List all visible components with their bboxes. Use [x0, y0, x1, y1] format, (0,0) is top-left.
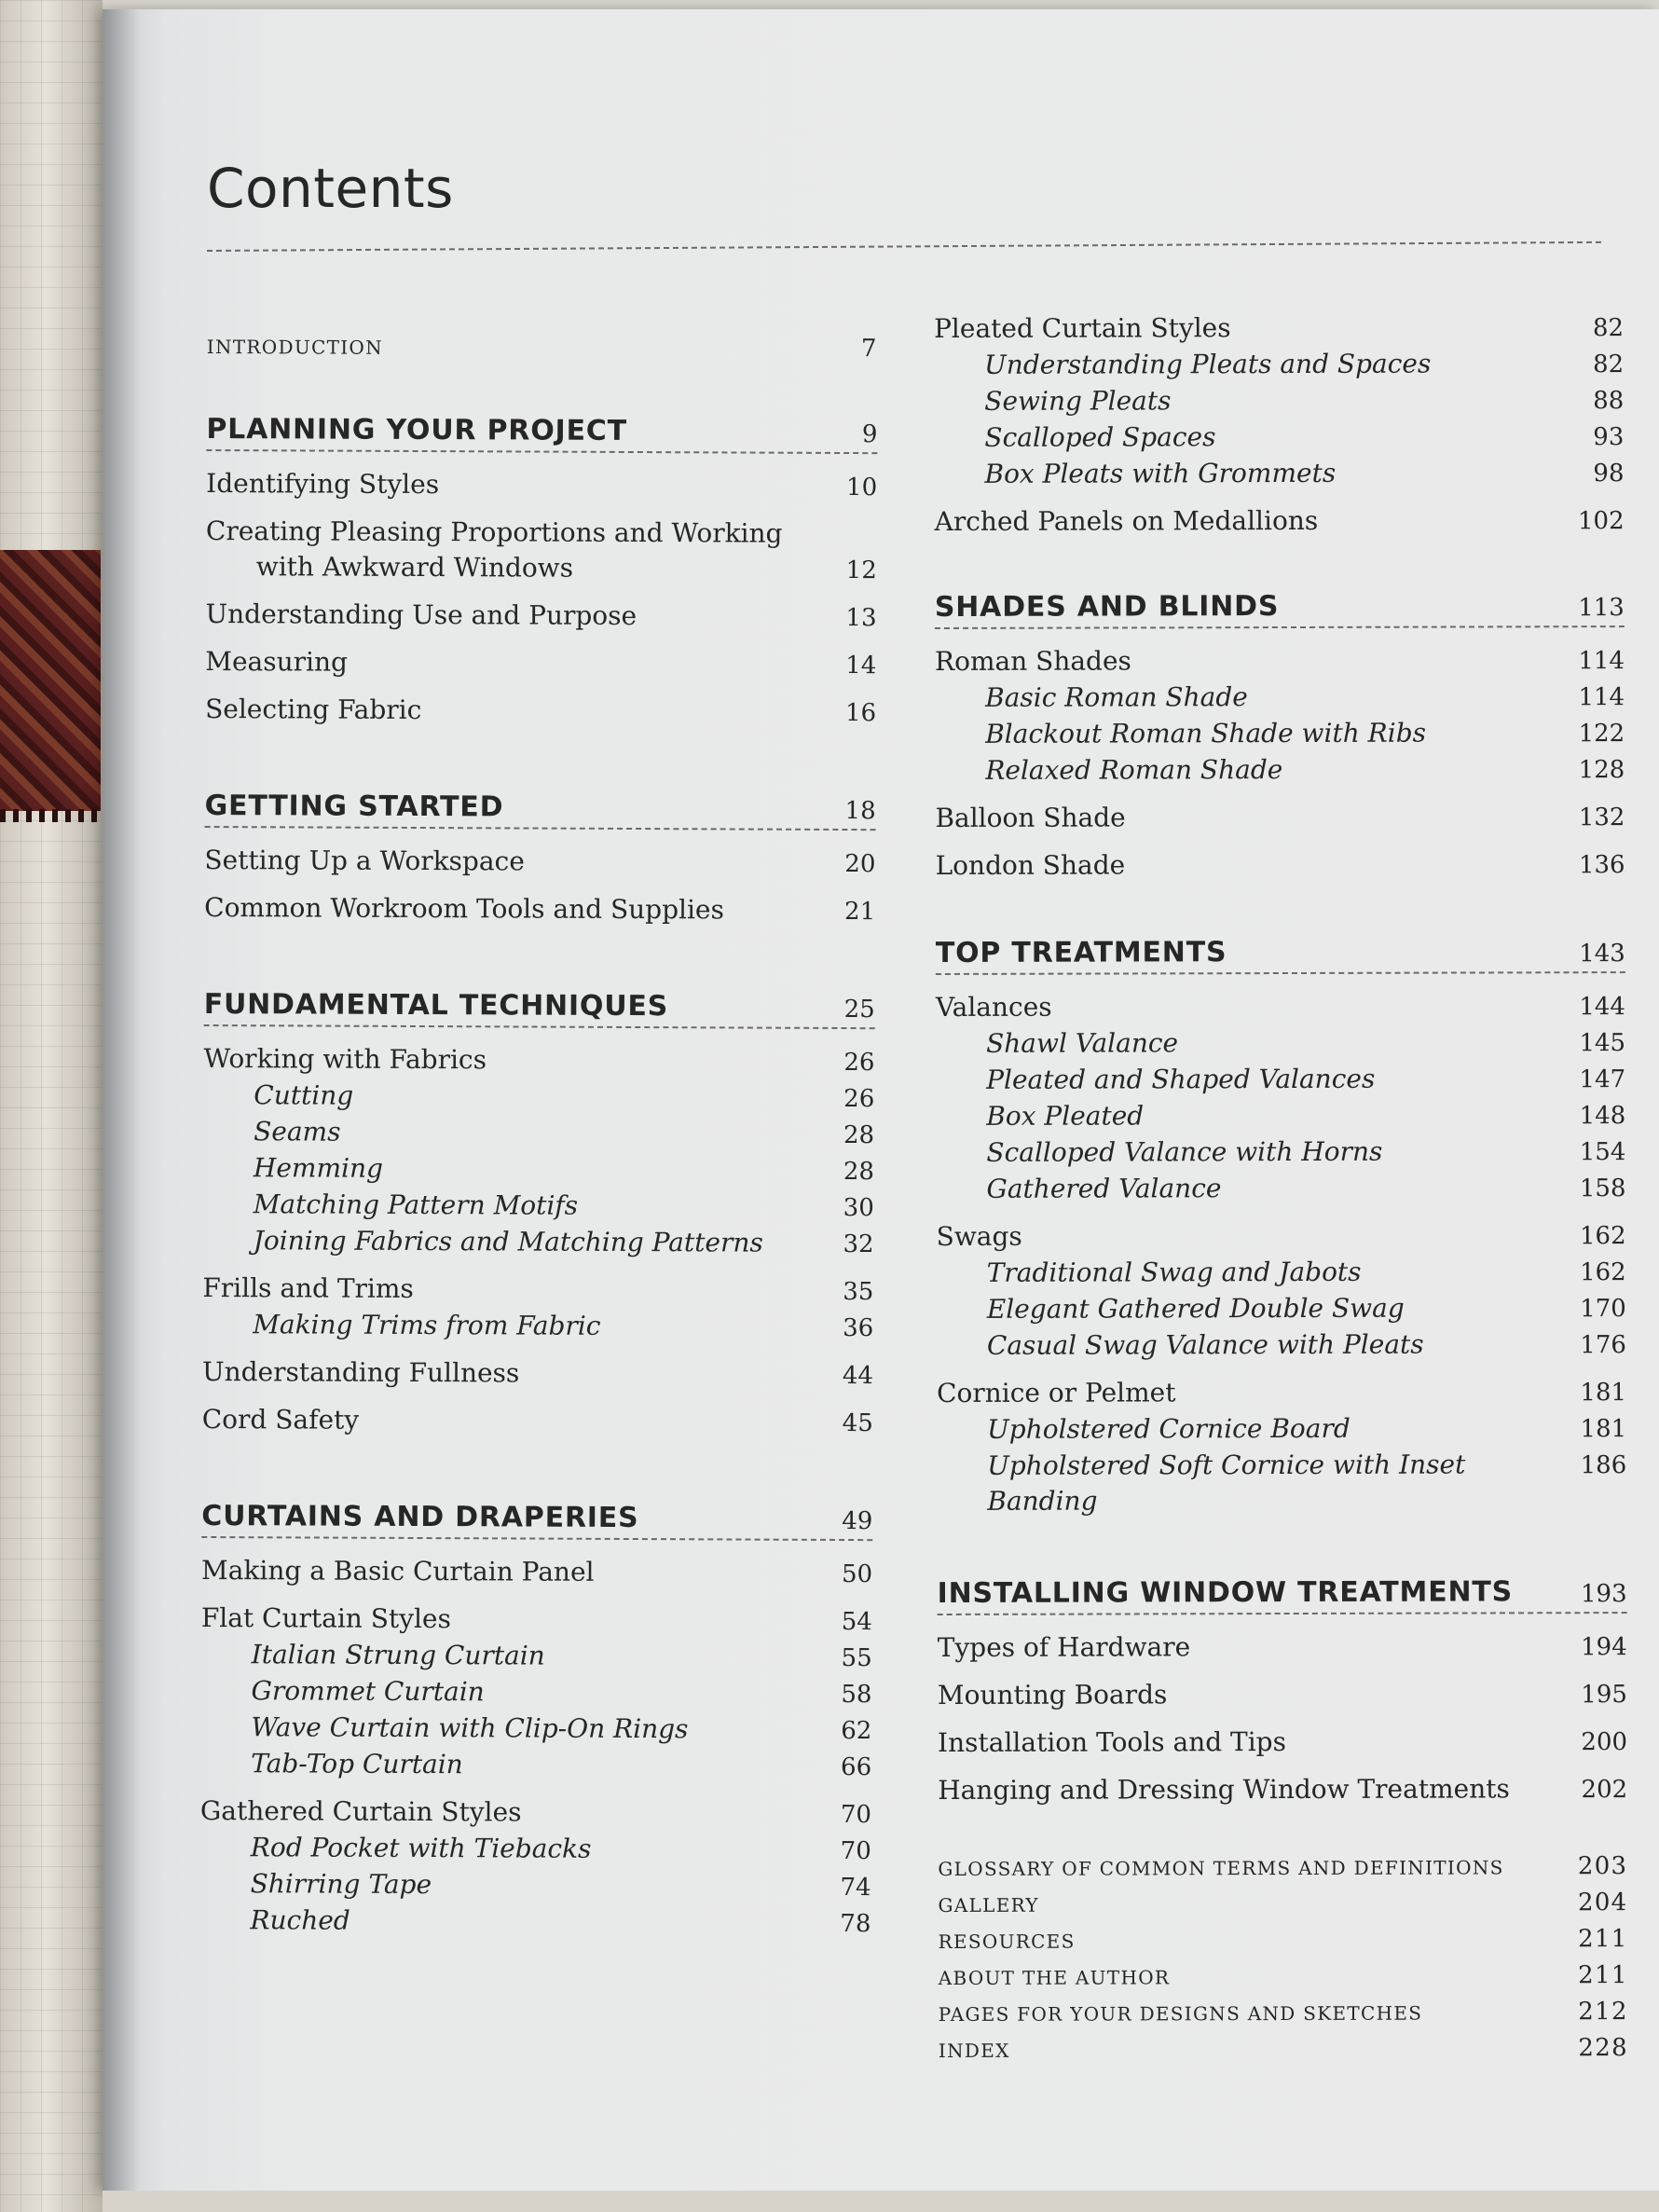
toc-subentry[interactable] [936, 1170, 1625, 1208]
entry-page-number: 102 [1577, 507, 1625, 536]
contents-right-column [934, 306, 1628, 2068]
toc-entry-back-matter[interactable] [939, 2030, 1628, 2068]
entry-page-number: 20 [844, 849, 876, 879]
back-matter-list [938, 1848, 1628, 2068]
entry-page-number: 28 [843, 1120, 875, 1150]
entry-label: Making a Basic Curtain Panel [201, 1554, 595, 1587]
entry-page-number: 203 [1577, 1852, 1628, 1881]
entry-label: Cornice or Pelmet [937, 1377, 1176, 1408]
section-title: FUNDAMENTAL TECHNIQUES [203, 987, 669, 1024]
entry-page-number: 10 [846, 473, 878, 502]
toc-entry[interactable] [203, 1041, 874, 1080]
entry-page-number: 88 [1593, 387, 1625, 416]
entry-page-number: 148 [1579, 1102, 1626, 1131]
section-title: TOP TREATMENTS [935, 936, 1227, 969]
toc-section [204, 790, 876, 929]
toc-entry[interactable] [205, 644, 876, 683]
entry-label: Upholstered Soft Cornice with Inset Banding [987, 1449, 1466, 1517]
entry-page-number: 54 [841, 1607, 872, 1637]
entry-page-number: 170 [1580, 1295, 1626, 1324]
entry-label: Valances [935, 991, 1052, 1023]
entry-page-number: 200 [1581, 1728, 1628, 1757]
entry-label: INDEX [938, 2039, 1010, 2062]
entry-label: GLOSSARY OF COMMON TERMS AND DEFINITIONS [938, 1856, 1504, 1880]
section-page-number: 143 [1579, 940, 1625, 969]
entry-label: London Shade [935, 849, 1126, 881]
fabric-ribbon-marker [0, 550, 101, 811]
entry-label: Elegant Gathered Double Swag [986, 1292, 1405, 1325]
section-header[interactable] [935, 589, 1625, 629]
toc-subentry[interactable] [200, 1673, 871, 1712]
toc-section [199, 1500, 872, 1942]
toc-entry[interactable] [935, 799, 1625, 837]
entry-page-number: 114 [1578, 683, 1625, 712]
toc-entry[interactable] [938, 1724, 1627, 1762]
entry-page-number: 195 [1581, 1681, 1627, 1710]
entry-label: Grommet Curtain [251, 1675, 485, 1708]
entry-label: Wave Curtain with Clip-On Rings [251, 1711, 689, 1745]
toc-entry[interactable] [206, 466, 877, 505]
section-title: INSTALLING WINDOW TREATMENTS [937, 1575, 1514, 1610]
entry-label: Gathered Valance [986, 1173, 1222, 1204]
toc-subentry[interactable] [934, 419, 1624, 457]
toc-entry-introduction[interactable] [207, 328, 878, 367]
entry-page-number: 62 [841, 1716, 872, 1746]
entry-label: Hemming [253, 1152, 384, 1184]
entry-label: Roman Shades [934, 645, 1131, 677]
toc-lead-entries [934, 309, 1625, 541]
toc-subentry[interactable] [936, 1097, 1625, 1135]
entry-page-number: 82 [1592, 314, 1625, 343]
section-title: GETTING STARTED [204, 789, 504, 824]
section-title: SHADES AND BLINDS [934, 590, 1280, 624]
entry-label: Matching Pattern Motifs [253, 1188, 579, 1221]
entry-page-number: 194 [1581, 1633, 1627, 1662]
entry-label: Shawl Valance [986, 1027, 1179, 1059]
section-page-number: 49 [842, 1506, 873, 1536]
entry-page-number: 93 [1593, 423, 1625, 452]
entry-label: Common Workroom Tools and Supplies [204, 891, 724, 926]
section-header[interactable] [936, 935, 1625, 975]
entry-page-number: 186 [1580, 1451, 1627, 1480]
entry-page-number: 26 [843, 1084, 875, 1114]
toc-subentry[interactable] [200, 1866, 871, 1905]
entry-page-number: 78 [840, 1909, 871, 1939]
adjacent-notebook-edge [0, 0, 103, 2212]
toc-section [202, 988, 875, 1441]
entry-label: Types of Hardware [937, 1631, 1191, 1663]
entry-page-number: 55 [841, 1643, 872, 1673]
entry-label: Flat Curtain Styles [200, 1601, 451, 1635]
entry-page-number: 162 [1580, 1258, 1626, 1287]
toc-subentry[interactable] [936, 1133, 1625, 1172]
toc-subentry[interactable] [200, 1710, 871, 1749]
toc-subentry[interactable] [937, 1410, 1626, 1449]
entry-page-number: 74 [840, 1873, 871, 1903]
toc-entry[interactable] [205, 692, 876, 731]
entry-label: Shirring Tape [250, 1868, 432, 1901]
table-surface [103, 2191, 1659, 2212]
entry-page-number: 136 [1578, 851, 1625, 880]
toc-entry[interactable] [205, 597, 876, 636]
entry-page-number: 132 [1578, 804, 1625, 832]
entry-label: Measuring [205, 645, 349, 678]
entry-label: Scalloped Spaces [984, 421, 1216, 453]
entry-page-number: 32 [843, 1230, 874, 1259]
entry-page-number: 147 [1579, 1065, 1626, 1094]
entry-label: Blackout Roman Shade with Ribs [985, 717, 1427, 749]
entry-page-number: 58 [841, 1680, 872, 1710]
entry-label: Pleated and Shaped Valances [986, 1063, 1376, 1095]
toc-entry[interactable] [934, 309, 1624, 348]
contents-left-column [199, 308, 878, 1942]
entry-label: Sewing Pleats [984, 385, 1172, 417]
toc-entry[interactable] [204, 890, 875, 929]
toc-entry[interactable] [936, 846, 1625, 885]
toc-entry[interactable] [938, 1676, 1627, 1714]
entry-page-number: 13 [845, 603, 877, 633]
entry-label: Scalloped Valance with Horns [986, 1135, 1383, 1168]
toc-entry-back-matter[interactable] [939, 1958, 1628, 1996]
toc-subentry[interactable] [935, 715, 1625, 753]
toc-entry[interactable] [937, 1374, 1626, 1412]
entry-label: Box Pleats with Grommets [984, 457, 1337, 489]
entry-page-number: 204 [1577, 1889, 1628, 1917]
entry-page-number: 50 [841, 1559, 873, 1589]
entry-page-number: 36 [843, 1313, 874, 1343]
entry-page-number: 211 [1578, 1925, 1628, 1954]
entry-label: Box Pleated [986, 1100, 1145, 1132]
ribbon-fringe [0, 809, 101, 822]
entry-label: Rod Pocket with Tiebacks [250, 1832, 592, 1864]
entry-page-number: 30 [843, 1193, 874, 1223]
entry-label: Italian Strung Curtain [251, 1639, 545, 1671]
toc-entry[interactable] [202, 1271, 873, 1310]
toc-entry[interactable] [937, 1217, 1626, 1256]
toc-entry[interactable] [201, 1553, 872, 1592]
entry-label: Ruched [250, 1904, 350, 1936]
toc-entry[interactable] [936, 988, 1625, 1026]
entry-page-number: 181 [1580, 1415, 1627, 1444]
toc-subentry[interactable] [935, 751, 1625, 790]
toc-section [935, 589, 1625, 885]
section-header[interactable] [204, 988, 875, 1029]
toc-entry[interactable] [935, 502, 1625, 541]
toc-subentry[interactable] [203, 1078, 874, 1117]
entry-label-continued: with Awkward Windows [255, 551, 574, 584]
toc-subentry[interactable] [936, 1061, 1625, 1099]
entry-label: Relaxed Roman Shade [985, 754, 1283, 786]
entry-label: PAGES FOR YOUR DESIGNS AND SKETCHES [938, 2001, 1423, 2026]
entry-page-number: 7 [860, 335, 878, 364]
toc-subentry[interactable] [934, 382, 1624, 420]
entry-label: Mounting Boards [937, 1679, 1168, 1711]
entry-page-number: 212 [1578, 1998, 1628, 2027]
toc-subentry[interactable] [934, 455, 1624, 493]
entry-label: Seams [254, 1116, 341, 1147]
entry-label: Frills and Trims [202, 1271, 414, 1304]
entry-label: Joining Fabrics and Matching Patterns [253, 1225, 763, 1258]
section-header[interactable] [205, 790, 876, 831]
entry-label: Understanding Pleats and Spaces [984, 348, 1432, 380]
entry-label: RESOURCES [938, 1930, 1076, 1953]
entry-label: Pleated Curtain Styles [934, 312, 1231, 344]
entry-page-number: 158 [1579, 1175, 1626, 1203]
toc-subentry[interactable] [936, 1024, 1625, 1063]
section-page-number: 18 [844, 796, 876, 826]
entry-page-number: 12 [845, 556, 877, 585]
entry-page-number: 211 [1578, 1961, 1628, 1990]
page-gutter-shadow [103, 9, 140, 2191]
entry-page-number: 66 [841, 1752, 872, 1782]
entry-label: Balloon Shade [935, 802, 1126, 833]
entry-page-number: 45 [842, 1408, 873, 1438]
entry-label: Setting Up a Workspace [204, 844, 525, 877]
toc-subentry[interactable] [203, 1150, 874, 1189]
entry-page-number: 82 [1593, 350, 1625, 379]
toc-entry[interactable] [204, 843, 875, 882]
section-title: CURTAINS AND DRAPERIES [201, 1499, 639, 1535]
section-header[interactable] [206, 413, 877, 454]
toc-subentry[interactable] [201, 1637, 872, 1676]
entry-page-number: 181 [1580, 1379, 1627, 1408]
entry-page-number: 176 [1580, 1331, 1626, 1360]
entry-label: Making Trims from Fabric [253, 1309, 601, 1341]
entry-label: Gathered Curtain Styles [199, 1794, 522, 1828]
entry-page-number: 114 [1578, 647, 1625, 676]
entry-page-number: 144 [1579, 993, 1626, 1022]
toc-entry[interactable] [938, 1628, 1627, 1667]
toc-subentry[interactable] [200, 1746, 871, 1785]
entry-page-number: 128 [1578, 756, 1625, 785]
toc-entry[interactable] [201, 1601, 872, 1640]
entry-label: Installation Tools and Tips [937, 1726, 1287, 1758]
entry-label: Basic Roman Shade [985, 681, 1248, 713]
toc-entry[interactable] [938, 1771, 1627, 1809]
entry-page-number: 145 [1579, 1029, 1626, 1058]
entry-page-number: 35 [843, 1277, 874, 1307]
toc-subentry[interactable] [937, 1326, 1626, 1365]
graph-paper-grid [0, 0, 103, 2212]
entry-page-number: 14 [845, 651, 877, 680]
section-header[interactable] [201, 1500, 872, 1541]
toc-subentry[interactable] [937, 1290, 1626, 1328]
toc-entry[interactable] [200, 1793, 871, 1833]
entry-label: Hanging and Dressing Window Treatments [938, 1773, 1510, 1806]
section-page-number: 25 [843, 995, 875, 1024]
toc-entry-continued[interactable] [206, 549, 877, 588]
section-title: PLANNING YOUR PROJECT [206, 412, 627, 447]
toc-entry-back-matter[interactable] [938, 1885, 1627, 1923]
toc-section [936, 935, 1627, 1519]
toc-subentry[interactable] [200, 1830, 871, 1869]
entry-page-number: 202 [1581, 1776, 1628, 1805]
section-header[interactable] [938, 1575, 1627, 1615]
section-page-number: 193 [1580, 1580, 1627, 1609]
toc-entry[interactable] [935, 642, 1625, 680]
entry-label: Selecting Fabric [205, 693, 422, 726]
entry-label: INTRODUCTION [206, 335, 384, 359]
entry-label: Casual Swag Valance with Pleats [986, 1328, 1424, 1361]
toc-subentry[interactable] [935, 679, 1625, 717]
entry-page-number: 44 [842, 1361, 874, 1391]
entry-label: Arched Panels on Medallions [934, 504, 1319, 537]
entry-page-number: 28 [843, 1157, 875, 1187]
toc-subentry[interactable] [203, 1114, 874, 1153]
entry-label: Creating Pleasing Proportions and Working [205, 515, 783, 549]
entry-page-number: 16 [844, 698, 877, 728]
entry-page-number: 122 [1578, 720, 1625, 749]
toc-subentry[interactable] [937, 1254, 1626, 1292]
toc-entry[interactable] [202, 1354, 873, 1394]
entry-label: Upholstered Cornice Board [987, 1412, 1351, 1445]
entry-label: Identifying Styles [206, 467, 440, 501]
toc-entry[interactable] [202, 1402, 873, 1441]
entry-label: Traditional Swag and Jabots [986, 1256, 1362, 1288]
entry-label: Swags [936, 1220, 1022, 1252]
toc-subentry[interactable] [199, 1903, 871, 1942]
toc-subentry[interactable] [934, 346, 1624, 384]
toc-section [205, 413, 877, 731]
entry-label: GALLERY [938, 1893, 1039, 1917]
entry-page-number: 228 [1578, 2034, 1628, 2063]
section-page-number: 113 [1578, 594, 1625, 623]
entry-page-number: 98 [1593, 460, 1625, 488]
page-title: Contents [207, 157, 454, 220]
toc-subentry[interactable] [202, 1307, 873, 1346]
toc-subentry[interactable] [203, 1187, 874, 1226]
toc-entry-back-matter[interactable] [939, 1921, 1628, 1959]
entry-label: Cord Safety [201, 1403, 360, 1436]
entry-page-number: 21 [844, 897, 876, 927]
entry-page-number: 154 [1579, 1138, 1626, 1167]
entry-label: ABOUT THE AUTHOR [938, 1966, 1171, 1989]
entry-label: Understanding Use and Purpose [205, 598, 638, 632]
toc-entry[interactable] [206, 514, 877, 552]
entry-page-number: 70 [840, 1836, 871, 1866]
entry-label: Tab-Top Curtain [251, 1748, 463, 1780]
section-page-number: 9 [861, 420, 878, 449]
toc-section [938, 1575, 1628, 1809]
entry-label: Cutting [254, 1079, 354, 1111]
toc-entry-back-matter[interactable] [938, 1848, 1627, 1887]
toc-subentry[interactable] [937, 1447, 1626, 1519]
entry-page-number: 162 [1579, 1222, 1626, 1251]
entry-label: Understanding Fullness [201, 1355, 520, 1389]
entry-label: Working with Fabrics [203, 1042, 487, 1076]
toc-entry-back-matter[interactable] [939, 1994, 1628, 2032]
entry-page-number: 26 [843, 1048, 875, 1078]
toc-subentry[interactable] [203, 1223, 874, 1262]
entry-page-number: 70 [840, 1800, 872, 1830]
